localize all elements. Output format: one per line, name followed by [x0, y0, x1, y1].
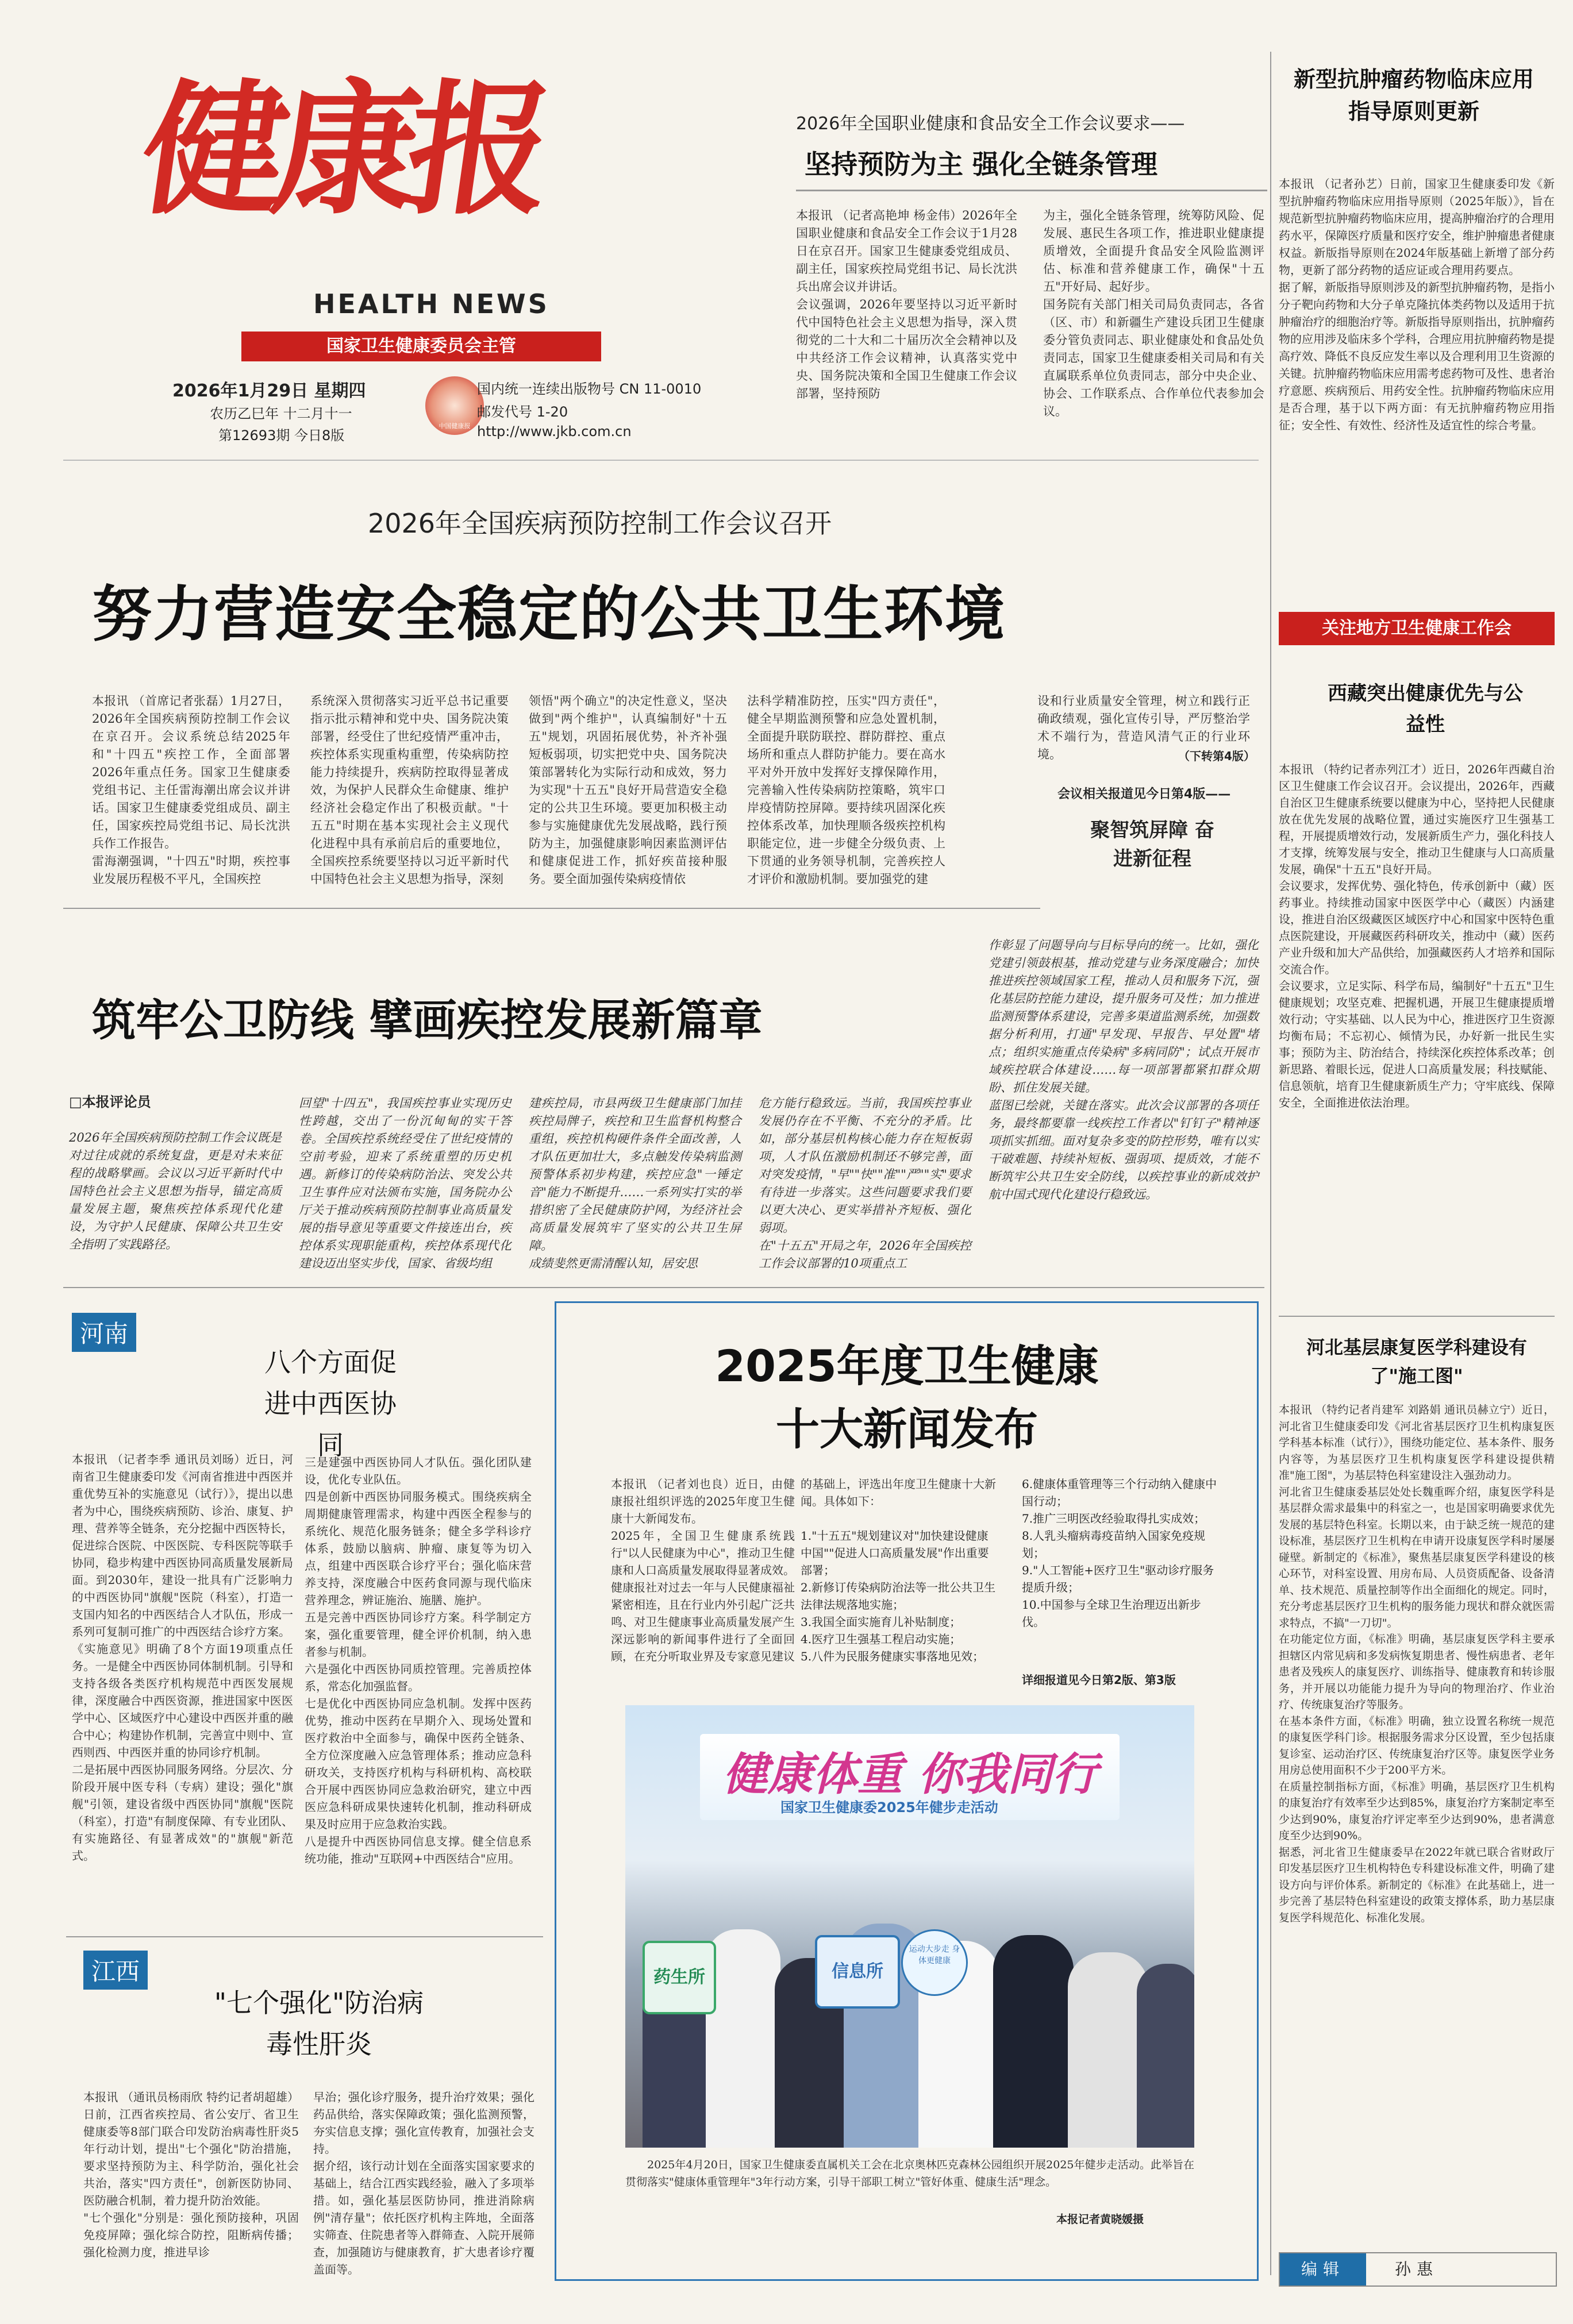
disease-sub-headline: 聚智筑屏障 奋进新征程: [1090, 819, 1214, 870]
jiangxi-box: [66, 1945, 543, 2290]
masthead-url[interactable]: http://www.jkb.com.cn: [477, 423, 632, 440]
editor-name: 孙惠: [1395, 2260, 1439, 2279]
editorial-col5: 作彰显了问题导向与目标导向的统一。比如，强化党建引领鼓根基，推动党建与业务深度融合；加快推进疾控领域国家工程，推动人员和服务下沉，强化基层防控能力建设，提升服务可及性；加力推进监测预警体系建设，完善多渠道监测系统，加强数据分析利用，打通"早发现、早报告、早处置"堵点；组织实施重点传染病"多病同防"；试点开展市域疾控联合体建设……每一项部署都紧扣群众期盼、抓住发展关键。 蓝图已绘就，关键在落实。此次会议部署的各项任务，最终都要靠一线疾控工作者以"钉钉子"精神逐项抓实抓细。面对复杂多变的防控形势，唯有以实干破难题、持续补短板、强弱项、提质效，才能不断筑牢公共卫生安全防线，以疾控事业的新成效护航中国式现代化建设行稳致远。: [989, 938, 1259, 1201]
divider: [63, 908, 1040, 909]
banner-subtitle: 国家卫生健康委2025年健步走活动: [780, 1799, 998, 1816]
right-top-banner: 关注地方卫生健康工作会: [1279, 612, 1555, 645]
masthead-postal: 邮发代号 1-20: [477, 404, 568, 420]
jiangxi-tag: 江西: [83, 1951, 148, 1990]
right-top-body: 本报讯 （记者孙艺）日前，国家卫生健康委印发《新型抗肿瘤药物临床应用指导原则（2025年版）》，旨在规范新型抗肿瘤药物临床应用，提高肿瘤治疗的合理用药水平，保障医疗质量和医疗安全，维护肿瘤患者健康权益。新版指导原则在2024年版基础上新增了部分药物，更新了部分药物的适应证或合理用药要点。 据了解，新版指导原则涉及的新型抗肿瘤药物，是指小分子靶向药物和大分子单克隆抗体类药物以及适用于抗肿瘤治疗的细胞治疗等。新版指导原则指出，抗肿瘤药物的应用涉及临床多个学科，合理应用抗肿瘤药物是提高疗效、降低不良反应发生率以及合理利用卫生资源的关键。抗肿瘤药物临床应用需考虑药物可及性、患者治疗意愿、疾病预后、用药安全性。抗肿瘤药物临床应用是否合理，基于以下两方面：有无抗肿瘤药物应用指征；安全性、有效性、经济性及适宜性的综合考量。: [1279, 177, 1555, 432]
divider: [796, 190, 1267, 191]
top-story: [796, 109, 1267, 437]
divider: [66, 1936, 543, 1937]
list-item: 6.健康体重管理等三个行动纳入健康中国行动；: [1022, 1477, 1217, 1508]
top-story-headline: 坚持预防为主 强化全链条管理: [805, 149, 1158, 180]
top10-list: [801, 1527, 996, 1665]
top10-list-cont: [1022, 1475, 1217, 1631]
masthead-english: HEALTH NEWS: [313, 288, 549, 319]
disease-col1: 本报讯 （首席记者张磊）1月27日，2026年全国疾病预防控制工作会议在京召开。会议系统总结2025年和"十四五"疾控工作，全面部署2026年重点任务。国家卫生健康委党组书记、主任雷海潮出席会议并讲话。国家卫生健康委党组成员、副主任，国家疾控局党组书记、局长沈洪兵作工作报告。 雷海潮强调，"十四五"时期，疾控事业发展历程极不平凡，全国疾控: [92, 694, 290, 886]
disease-continued: （下转第4版）: [1178, 749, 1255, 763]
top10-box: [555, 1301, 1259, 2281]
sign-walk: [901, 1929, 968, 1996]
badge-text: 中国健康报: [439, 422, 471, 430]
masthead-lunar: 农历乙巳年 十二月十一: [210, 406, 352, 422]
editorial-byline: □本报评论员: [69, 1094, 151, 1110]
jiangxi-title: "七个强化"防治病毒性肝炎: [214, 1987, 424, 2060]
top10-see: 详细报道见今日第2版、第3版: [1022, 1673, 1176, 1687]
list-item: 7.推广三明医改经验取得扎实成效；: [1022, 1512, 1206, 1525]
hebei-title: 河北基层康复医学科建设有了"施工图": [1306, 1336, 1527, 1387]
henan-col2: 三是建强中西医协同人才队伍。强化团队建设，优化专业队伍。 四是创新中西医协同服务模式。围绕疾病全周期健康管理需求，构建中西医全程参与的系统化、规范化服务链条；健全多学科诊疗体系，鼓励以脑病、肿瘤、康复等为切入点，组建中西医联合诊疗平台；强化临床营养支持，深度融合中医药食同源与现代临床营养理念，辨证施治、施膳、施护。 五是完善中西医协同诊疗方案。科学制定方案，强化重要管理，健全评价机制，纳入患者参与机制。 六是强化中西医协同质控管理。完善质控体系，常态化加强监督。 七是优化中西医协同应急机制。发挥中医药优势，推动中医药在早期介入、现场处置和医疗救治中全面参与，确保中医药全链条、全方位深度融入应急管理体系；推动应急科研攻关，支持医疗机构与科研机构、高校联合开展中西医协同应急救治研究，建立中西医应急科研成果快速转化机制，推动科研成果及时应用于应急救治实践。 八是提升中西医协同信息支撑。健全信息系统功能，推动"互联网+中西医结合"应用。: [305, 1455, 532, 1866]
masthead: [86, 23, 747, 444]
top-story-kicker: 2026年全国职业健康和食品安全工作会议要求——: [796, 114, 1185, 134]
editorial-col2: 回望"十四五"，我国疾控事业实现历史性跨越，交出了一份沉甸甸的实干答卷。全国疾控系统经受住了世纪疫情的空前考验，迎来了系统重塑的历史机遇。新修订的传染病防治法、突发公共卫生事件应对法颁布实施，国务院办公厅关于推动疾病预防控制事业高质量发展的指导意见等重要文件接连出台，疾控体系实现职能重构，疾控体系现代化建设迈出坚实步伐，国家、省级均组: [299, 1096, 511, 1270]
henan-tag: 河南: [72, 1313, 136, 1352]
sign-yaoshengsuo: [643, 1941, 716, 2014]
sign-walk-text: 运动大步走 身体更健康: [909, 1945, 960, 1965]
masthead-cn: 国内统一连续出版物号 CN 11-0010: [477, 381, 702, 397]
photo-caption: 2025年4月20日，国家卫生健康委直属机关工会在北京奥林匹克森林公园组织开展2025年健步走活动。此举旨在贯彻落实"健康体重管理年"3年行动方案，引导干部职工树立"管好体重、健康生活"理念。: [625, 2159, 1194, 2188]
disease-headline: 努力营造安全稳定的公共卫生环境: [92, 579, 1006, 649]
editorial-headline: 筑牢公卫防线 擘画疾控发展新篇章: [92, 995, 763, 1046]
jiangxi-col1: 本报讯 （通讯员杨雨欣 特约记者胡超雄）日前，江西省疾控局、省公安厅、省卫生健康委等8部门联合印发防治病毒性肝炎5年行动计划，提出"七个强化"防治措施，要求坚持预防为主、科学防治，强化社会共治，落实"四方责任"，创新医防协同、医防融合机制，着力提升防治效能。 "七个强化"分别是：强化预防接种，巩固免疫屏障；强化综合防控，阻断病传播；强化检测力度，推进早诊: [83, 2090, 299, 2259]
top10-headline: 2025年度卫生健康十大新闻发布: [715, 1340, 1099, 1455]
sign-yaoshengsuo-text: 药生所: [653, 1967, 705, 1987]
sign-xinxisuo: [815, 1935, 900, 2009]
top10-col2: 的基础上，评选出年度卫生健康十大新闻。具体如下：: [801, 1477, 996, 1508]
henan-col1: 本报讯 （记者李季 通讯员刘旸）近日，河南省卫生健康委印发《河南省推进中西医并重优势互补的实施意见（试行）》，提出以患者为中心，围绕疾病预防、诊治、康复、护理、营养等全链条，充分挖掘中西医特长，促进综合医院、中医医院、专科医院等联手协同，稳步构建中西医协同高质量发展新局面。到2030年，建设一批具有广泛影响力的中西医协同"旗舰"医院（科室），打造一支国内知名的中西医结合人才队伍，形成一系列可复制可推广的中西医结合诊疗方案。 《实施意见》明确了8个方面19项重点任务。一是健全中西医协同体制机制。引导和支持各级各类医疗机构规范中西医发展规律，深度融合中西医资源，推进国家中医医学中心、区域医疗中心建设中西医并重的融合中心；构建协作机制，完善宣中则中、宣西则西、中西医并重的协同诊疗机制。 二是拓展中西医协同服务网络。分层次、分阶段开展中医专科（专病）建设；强化"旗舰"引领，建设省级中西医协同"旗舰"医院（科室），打造"有制度保障、有专业团队、有实施路径、有显著成效"的"旗舰"新范式。: [72, 1452, 293, 1863]
list-item: 1."十五五"规划建议对"加快建设健康中国""促进人口高质量发展"作出重要部署；: [801, 1529, 989, 1577]
disease-col4: 法科学精准防控，压实"四方责任"，健全早期监测预警和应急处置机制，全面提升联防联控、群防群控、重点场所和重点人群防护能力。要在高水平对外开放中发挥好支撑保障作用，完善输入性传染病防控策略，筑牢口岸疫情防控屏障。要持续巩固深化疾控体系改革，加快理顺各级疾控机构职能定位，进一步健全分级负责、上下贯通的业务领导机制，完善疾控人才评价和激励机制。要加强党的建: [747, 694, 945, 886]
list-item: 4.医疗卫生强基工程启动实施；: [801, 1632, 962, 1646]
disease-kicker: 2026年全国疾病预防控制工作会议召开: [368, 508, 832, 539]
editor-box: [1279, 2252, 1557, 2287]
right-top-title: 新型抗肿瘤药物临床应用指导原则更新: [1293, 67, 1534, 124]
masthead-badge: [425, 376, 484, 435]
masthead-logo: 健康报: [132, 65, 552, 234]
tibet-body: 本报讯 （特约记者赤列江才）近日，2026年西藏自治区卫生健康工作会议召开。会议提出，2026年，西藏自治区卫生健康系统要以健康为中心，坚持把人民健康放在优先发展的战略位置，通过实施医疗卫生强基工程，开展提质增效行动，发展新质生产力，强化科技人才支撑，统筹发展与安全，推动卫生健康与人口高质量发展，确保"十五五"良好开局。 会议要求，发挥优势、强化特色，传承创新中（藏）医药事业。持续推动国家中医医学中心（藏医）内涵建设，推进自治区级藏医区域医疗中心和国家中医特色重点医院建设，开展藏医药科研攻关，推动中（藏）医药产业升级和加大产品供给，加强藏医药人才培养和国际交流合作。 会议要求，立足实际、科学布局，编制好"十五五"卫生健康规划；攻坚克难、把握机遇，开展卫生健康提质增效行动；守实基础、以人民为中心，推进医疗卫生资源均衡布局；不忘初心、倾情为民，办好新一批民生实事；预防为主、防治结合，持续深化疾控体系改革；创新思路、着眼长远，促进人口高质量发展；科技赋能、信息领航，培育卫生健康新质生产力；守牢底线、保障安全，全面推进依法治理。: [1279, 762, 1555, 1109]
sign-xinxisuo-text: 信息所: [832, 1961, 883, 1982]
divider: [63, 460, 1259, 461]
list-item: 2.新修订传染病防治法等一批公共卫生法律法规落地实施；: [801, 1581, 996, 1612]
divider: [1279, 1316, 1555, 1317]
list-item: 9."人工智能+医疗卫生"驱动诊疗服务提质升级；: [1022, 1563, 1214, 1594]
henan-title: 八个方面促进中西医协同: [264, 1347, 397, 1460]
divider: [63, 1287, 1264, 1288]
list-item: 3.我国全面实施育儿补贴制度；: [801, 1615, 962, 1629]
top10-col1: 本报讯 （记者刘也良）近日，由健康报社组织评选的2025年度卫生健康十大新闻发布。 2025年，全国卫生健康系统践行"以人民健康为中心"，推动卫生健康和人口高质量发展取得显著成效。健康报社对过去一年与人民健康福祉紧密相连，且在行业内外引起广泛共鸣、对卫生健康事业高质量发展产生深远影响的新闻事件进行了全面回顾，在充分听取业界及专家意见建议: [611, 1477, 795, 1663]
photo-credit: 本报记者黄晓媛摄: [1056, 2213, 1144, 2226]
masthead-date: 2026年1月29日 星期四: [172, 381, 366, 401]
column-divider: [1270, 52, 1271, 2275]
hebei-body: 本报讯 （特约记者肖建军 刘路娟 通讯员赫立宁）近日，河北省卫生健康委印发《河北省基层医疗卫生机构康复医学科基本标准（试行）》，围绕功能定位、基本条件、服务内容等，为基层医疗卫生机构康复医学科建设提供精准"施工图"，为基层特色科室建设注入强劲动力。 河北省卫生健康委基层处处长魏重晖介绍，康复医学科是基层群众需求最集中的科室之一，也是国家明确要求优先发展的基层特色科室。长期以来，由于缺乏统一规范的建设标准，基层医疗卫生机构在申请开设康复医学科时屡屡碰壁。新制定的《标准》，聚焦基层康复医学科建设的核心环节，对科室设置、用房布局、人员资质配备、设备清单、技术规范、质量控制等作出全面细化的规定。同时，充分考虑基层医疗卫生机构的服务能力现状和群众就医需求特点，不搞"一刀切"。 在功能定位方面，《标准》明确，基层康复医学科主要承担辖区内常见病和多发病恢复期患者、慢性病患者、老年患者及残疾人的康复医疗、训练指导、健康教育和转诊服务，并开展以功能能力提升为导向的物理治疗、作业治疗、传统康复治疗等服务。 在基本条件方面，《标准》明确，独立设置名称统一规范的康复医学科门诊。根据服务需求分区设置，至少包括康复诊室、运动治疗区、传统康复治疗区等。康复医学业务用房总使用面积不少于200平方米。 在质量控制指标方面，《标准》明确，基层医疗卫生机构的康复治疗有效率至少达到85%，康复治疗方案制定率至少达到90%，康复治疗评定率至少达到90%，患者满意度至少达到90%。 据悉，河北省卫生健康委早在2022年就已联合省财政厅印发基层医疗卫生机构特色专科建设标准文件，明确了建设方向与评价体系。新制定的《标准》在此基础上，进一步完善了基层特色科室建设的政策支撑体系，助力基层康复医学科规范化、标准化发展。: [1279, 1404, 1555, 1924]
disease-col5: 设和行业质量安全管理，树立和践行正确政绩观，强化宣传引导，严厉整治学术不端行为，营造风清气正的行业环境。: [1037, 694, 1250, 761]
event-banner: [700, 1734, 1120, 1820]
tibet-title: 西藏突出健康优先与公益性: [1328, 682, 1523, 736]
top-story-col2: 为主，强化全链条管理，统筹防风险、促发展、惠民生各项工作，推进职业健康提质增效，全面提升食品安全风险监测评估、标准和营养健康工作，确保"十五五"开好局、起好步。 国务院有关部门相关司局负责同志，各省（区、市）和新疆生产建设兵团卫生健康委分管负责同志、职业健康处和食品处负责同志，国家卫生健康委相关司局和有关直属联系单位负责同志，部分中央企业、协会、工作联系点、合作单位代表参加会议。: [1043, 209, 1264, 418]
disease-see-note: 会议相关报道见今日第4版——: [1057, 787, 1231, 801]
jiangxi-col2: 早治；强化诊疗服务，提升治疗效果；强化药品供给，落实保障政策；强化监测预警，夯实信息支撑；强化宣传教育，加强社会支持。 据介绍，该行动计划在全面落实国家要求的基础上，结合江西实践经验，融入了多项举措。如，强化基层医防协同，推进消除病例"清存量"；依托医疗机构主阵地，全面落实筛查、住院患者等入群筛查、入院开展筛查，加强随访与健康教育，扩大患者诊疗覆盖面等。: [313, 2090, 534, 2276]
list-item: 10.中国参与全球卫生治理迈出新步伐。: [1022, 1598, 1201, 1629]
banner-title: 健康体重 你我同行: [723, 1748, 1098, 1801]
disease-col2: 系统深入贯彻落实习近平总书记重要指示批示精神和党中央、国务院决策部署，经受住了世纪疫情严重冲击，疾控体系实现重构重塑，传染病防控能力持续提升，疾病防控取得显著成效，为保护人民群众生命健康、维护经济社会稳定作出了积极贡献。"十五五"时期在基本实现社会主义现代化进程中具有承前启后的重要地位，全国疾控系统要坚持以习近平新时代中国特色社会主义思想为指导，深刻: [310, 694, 509, 886]
editorial-col3: 建疾控局，市县两级卫生健康部门加挂疾控局牌子，疾控和卫生监督机构整合重组，疾控机构硬件条件全面改善，人才队伍更加壮大，多点触发传染病监测预警体系初步构建，疾控应急"一锤定音"能力不断提升……一系列实打实的举措织密了全民健康防护网，为经济社会高质量发展筑牢了坚实的公共卫生屏障。 成绩斐然更需清醒认知，居安思: [529, 1096, 741, 1270]
editorial-col4: 危方能行稳致远。当前，我国疾控事业发展仍存在不平衡、不充分的矛盾。比如，部分基层机构核心能力存在短板弱项，人才队伍激励机制还不够完善，面对突发疫情，"早""快""准""严""实"要求有待进一步落实。这些问题要求我们要以更大决心、更实举措补齐短板、强化弱项。 在"十五五"开局之年，2026年全国疾控工作会议部署的10项重点工: [759, 1096, 971, 1270]
henan-box: [66, 1301, 543, 1933]
walk-event-photo: [625, 1705, 1194, 2148]
list-item: 8.人乳头瘤病毒疫苗纳入国家免疫规划；: [1022, 1529, 1206, 1560]
editorial-col1: 2026年全国疾病预防控制工作会议既是对过往成就的系统复盘，更是对未来征程的战略擘画。会议以习近平新时代中国特色社会主义思想为指导，锚定高质量发展主题，聚焦疾控体系现代化建设，为守护人民健康、保障公共卫生安全指明了实践路径。: [69, 1131, 282, 1251]
list-item: 5.八件为民服务健康实事落地见效；: [801, 1649, 984, 1663]
disease-col3: 领悟"两个确立"的决定性意义，坚决做到"两个维护"，认真编制好"十五五"规划，巩固拓展优势，补齐补强短板弱项，切实把党中央、国务院决策部署转化为实际行动和成效，努力为实现"十五五"良好开局营造安全稳定的公共卫生环境。要更加积极主动参与实施健康优先发展战略，践行预防为主，加强健康影响因素监测评估和健康促进工作，抓好疾苗接种服务。要全面加强传染病疫情依: [529, 694, 727, 886]
editor-label: 编辑: [1280, 2253, 1366, 2286]
top-story-col1: 本报讯 （记者高艳坤 杨金伟）2026年全国职业健康和食品安全工作会议于1月28日在京召开。国家卫生健康委党组成员、副主任，国家疾控局党组书记、局长沈洪兵出席会议并讲话。 会议强调，2026年要坚持以习近平新时代中国特色社会主义思想为指导，深入贯彻党的二十大和二十届历次全会精神以及中共经济工作会议精神，认真落实党中央、国务院决策和全国卫生健康工作会议部署，坚持预防: [796, 209, 1017, 400]
masthead-issue: 第12693期 今日8版: [218, 427, 345, 444]
masthead-sponsor: 国家卫生健康委员会主管: [241, 332, 601, 361]
